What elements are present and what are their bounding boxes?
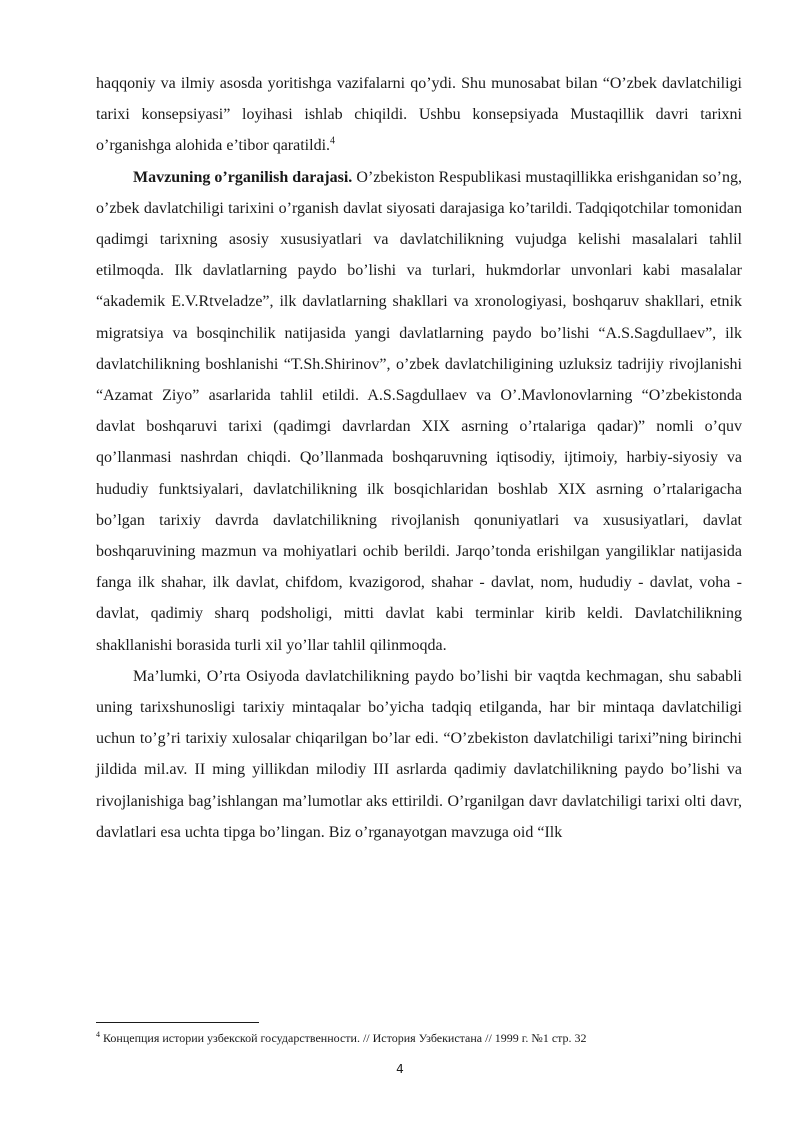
section-heading: Mavzuning o’rganilish darajasi. [133,168,353,186]
paragraph-3-text: Ma’lumki, O’rta Osiyoda davlatchilikning paydo bo’lishi bir vaqtda kechmagan, shu sababli uning tarixshunosligi tarixiy mintaqalar bo’yicha tadqiq etilganda, har bir mintaqa davlatchiligi uchun to’g’ri tarixiy xulosalar chiqarilgan bo’lar edi. “O’zbekiston davlatchiligi tarixi”ning birinchi jildida mil.av. II ming yillikdan milodiy III asrlarda qadimiy davlatchilikning paydo bo’lishi va rivojlanishiga bag’ishlangan ma’lumotlar aks ettirildi. O’rganilgan davr davlatchiligi tarixi olti davr, davlatlari esa uchta tipga bo’lingan. Biz o’rganayotgan mavzuga oid “Ilk [96,667,742,841]
footnote-reference: 4 [330,136,336,148]
document-body [96,68,742,848]
paragraph-1-text: haqqoniy va ilmiy asosda yoritishga vazifalarni qo’ydi. Shu munosabat bilan “O’zbek davlatchiligi tarixi konsepsiyasi” loyihasi ishlab chiqildi. Ushbu konsepsiyada Mustaqillik davri tarixni o’rganishga alohida e’tibor qaratildi. [96,75,742,155]
footnote-number: 4 [96,1030,100,1039]
paragraph-2-text: O’zbekiston Respublikasi mustaqillikka erishganidan so’ng, o’zbek davlatchiligi tarixini o’rganish davlat siyosati darajasiga ko’tarildi. Tadqiqotchilar tomonidan qadimgi tarixning asosiy xususiyatlari va davlatchilikning vujudga kelishi masalalari tahlil etilmoqda. Ilk davlatlarning paydo bo’lishi va turlari, hukmdorlar unvonlari kabi masalalar “akademik E.V.Rtveladze”, ilk davlatlarning shakllari va xronologiyasi, boshqaruv shakllari, etnik migratsiya va bosqinchilik natijasida yangi davlatlarning paydo bo’lishi “A.S.Sagdullaev”, ilk davlatchilikning boshlanishi “T.Sh.Shirinov”, o’zbek davlatchiligining uzluksiz tadrijiy rivojlanishi “Azamat Ziyo” asarlarida tahlil etildi. A.S.Sagdullaev va O’.Mavlonovlarning “O’zbekistonda davlat boshqaruvi tarixi (qadimgi davrlardan XIX asrning o’rtalariga qadar)” nomli o’quv qo’llanmasi nashrdan chiqdi. Qo’llanmada boshqaruvning iqtisodiy, ijtimoiy, harbiy-siyosiy va hududiy funktsiyalari, davlatchilikning ilk bosqichlaridan boshlab XIX asrning o’rtalarigacha bo’lgan tarixiy davrda davlatchilikning rivojlanish qonuniyatlari va xususiyatlari, davlat boshqaruvining mazmun va mohiyatlari ochib berildi. Jarqo’tonda erishilgan yangiliklar natijasida fanga ilk shahar, ilk davlat, chifdom, kvazigorod, shahar - davlat, nom, hududiy - davlat, voha - davlat, qadimiy sharq podsholigi, mitti davlat kabi terminlar kirib keldi. Davlatchilikning shakllanishi borasida turli xil yo’llar tahlil qilinmoqda. [96,168,742,654]
paragraph-1 [96,68,742,162]
paragraph-3 [96,661,742,848]
footnote-separator [96,1022,259,1023]
page-number: 4 [396,1062,404,1076]
footnote [96,1030,742,1046]
footnote-text: Концепция истории узбекской государственности. // История Узбекистана // 1999 г. №1 стр. 32 [100,1031,587,1045]
paragraph-2 [96,162,742,661]
